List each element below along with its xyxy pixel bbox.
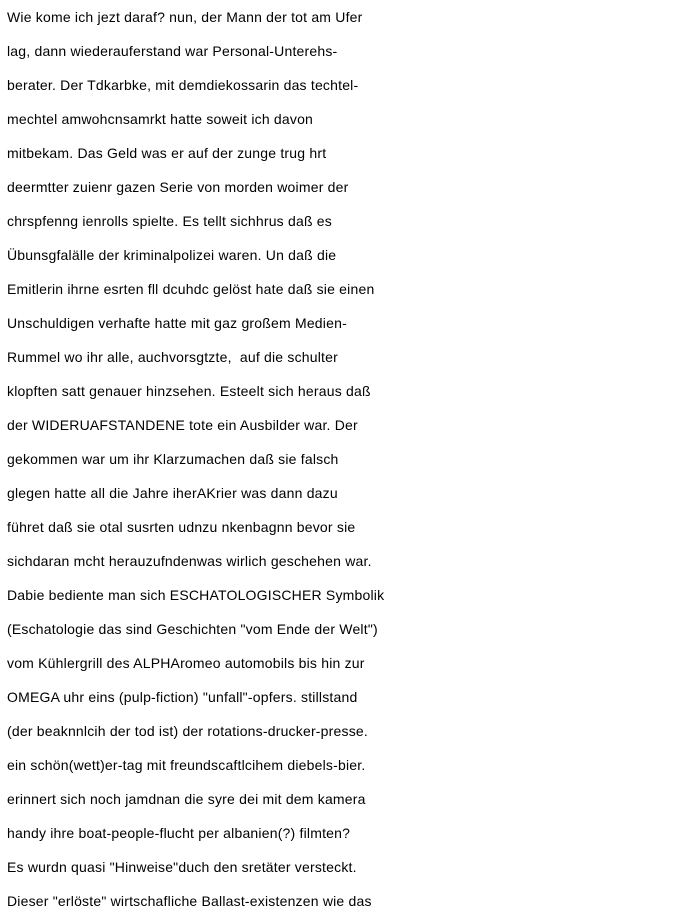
text-line: glegen hatte all die Jahre iherAKrier was dann dazu <box>7 485 338 501</box>
text-line: der WIDERUAFSTANDENE tote ein Ausbilder war. Der <box>7 417 358 433</box>
text-line: führet daß sie otal susrten udnzu nkenbagnn bevor sie <box>7 519 356 535</box>
text-line: Rummel wo ihr alle, auchvorsgtzte, auf die schulter <box>7 349 338 365</box>
text-line: chrspfenng ienrolls spielte. Es tellt sichhrus daß es <box>7 213 332 229</box>
text-line: mechtel amwohcnsamrkt hatte soweit ich davon <box>7 111 314 127</box>
text-line: OMEGA uhr eins (pulp-fiction) "unfall"-opfers. stillstand <box>7 689 358 705</box>
text-line: Unschuldigen verhafte hatte mit gaz großem Medien- <box>7 315 347 331</box>
text-line: berater. Der Tdkarbke, mit demdiekossarin das techtel- <box>7 77 359 93</box>
text-line: erinnert sich noch jamdnan die syre dei mit dem kamera <box>7 791 366 807</box>
text-line: Dieser "erlöste" wirtschafliche Ballast-existenzen wie das <box>7 893 372 909</box>
text-line: deermtter zuienr gazen Serie von morden woimer der <box>7 179 349 195</box>
text-line: ein schön(wett)er-tag mit freundscaftlcihem diebels-bier. <box>7 757 366 773</box>
text-line: Übunsgfalälle der kriminalpolizei waren. Un daß die <box>7 247 337 263</box>
text-line: (der beaknnlcih der tod ist) der rotations-drucker-presse. <box>7 723 368 739</box>
text-line: Es wurdn quasi "Hinweise"duch den sretäter versteckt. <box>7 859 357 875</box>
text-line: handy ihre boat-people-flucht per albanien(?) filmten? <box>7 825 351 841</box>
text-line: klopften satt genauer hinzsehen. Esteelt sich heraus daß <box>7 383 371 399</box>
text-line: Dabie bediente man sich ESCHATOLOGISCHER Symbolik <box>7 587 385 603</box>
text-line: Wie kome ich jezt daraf? nun, der Mann der tot am Ufer <box>7 9 363 25</box>
text-line: lag, dann wiederauferstand war Personal-Unterehs- <box>7 43 338 59</box>
text-line: vom Kühlergrill des ALPHAromeo automobils bis hin zur <box>7 655 365 671</box>
text-line: (Eschatologie das sind Geschichten "vom Ende der Welt") <box>7 621 378 637</box>
text-line: mitbekam. Das Geld was er auf der zunge trug hrt <box>7 145 327 161</box>
text-line: gekommen war um ihr Klarzumachen daß sie falsch <box>7 451 339 467</box>
text-line: Emitlerin ihrne esrten fll dcuhdc gelöst hate daß sie einen <box>7 281 375 297</box>
handwritten-text-body <box>7 0 683 918</box>
text-line: sichdaran mcht herauzufndenwas wirlich geschehen war. <box>7 553 372 569</box>
